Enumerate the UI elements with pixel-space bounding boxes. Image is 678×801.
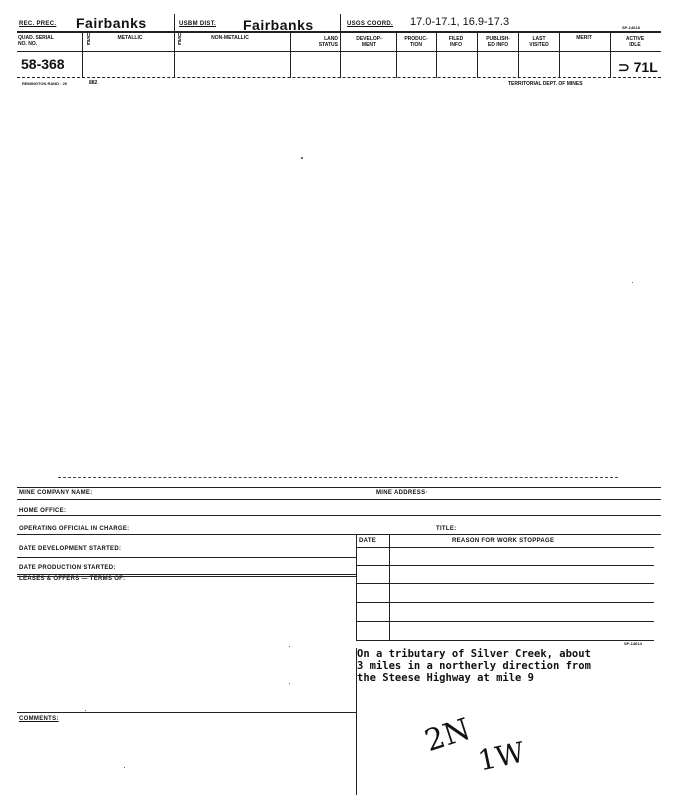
rec-prec-label: REC. PREC. bbox=[19, 21, 57, 27]
rule bbox=[17, 574, 356, 575]
card-top-edge bbox=[58, 477, 618, 478]
table-line bbox=[356, 534, 357, 640]
col-quad-serial: QUAD. SERIAL NO. NO. bbox=[18, 35, 54, 47]
leases-label: LEASES & OFFERS — TERMS OF: bbox=[19, 576, 126, 582]
rule bbox=[356, 602, 654, 603]
mine-company-name-label: MINE COMPANY NAME: bbox=[19, 490, 93, 496]
card-top-rule bbox=[17, 487, 661, 488]
col-line bbox=[559, 32, 560, 78]
header-rule bbox=[17, 31, 661, 33]
usgs-coord-value: 17.0-17.1, 16.9-17.3 bbox=[410, 16, 510, 28]
col-metallic: METALLIC bbox=[117, 35, 143, 41]
divider bbox=[340, 14, 341, 33]
speck bbox=[632, 282, 633, 283]
rule bbox=[17, 515, 661, 516]
footer-left-mark: 882 bbox=[89, 80, 98, 86]
handwritten-township: 2N bbox=[420, 711, 475, 760]
speck bbox=[124, 767, 125, 768]
col-line bbox=[610, 32, 611, 78]
col-line bbox=[518, 32, 519, 78]
rule bbox=[356, 547, 654, 548]
col-nonmetallic: NON-METALLIC bbox=[211, 35, 249, 41]
comments-label: COMMENTS: bbox=[19, 716, 59, 722]
speck bbox=[301, 157, 303, 159]
handwritten-range: 1W bbox=[475, 735, 528, 778]
col-line bbox=[396, 32, 397, 78]
divider bbox=[174, 14, 175, 33]
usgs-coord-label: USGS COORD. bbox=[347, 21, 393, 27]
col-filed-info: FILED INFO bbox=[448, 36, 464, 48]
form-code-bottom: SP-14614 bbox=[624, 641, 642, 646]
operating-official-label: OPERATING OFFICIAL IN CHARGE: bbox=[19, 526, 130, 532]
form-code-top: SP-14618 bbox=[622, 25, 640, 30]
rule bbox=[17, 534, 661, 535]
speck bbox=[289, 683, 290, 684]
rule bbox=[17, 712, 356, 713]
rule bbox=[17, 499, 661, 500]
rec-prec-value: Fairbanks bbox=[76, 15, 147, 31]
header-bottom-rule bbox=[17, 51, 661, 52]
stoppage-date-header: DATE bbox=[359, 538, 377, 544]
stoppage-reason-header: REASON FOR WORK STOPPAGE bbox=[452, 538, 555, 544]
col-land-status: LAND STATUS bbox=[318, 36, 338, 48]
col-active-idle: ACTIVE IDLE bbox=[625, 36, 645, 48]
location-text: On a tributary of Silver Creek, about 3 miles in a northerly direction from the Steese Highway at mile 9 bbox=[357, 648, 591, 684]
speck bbox=[85, 710, 86, 711]
col-line bbox=[477, 32, 478, 78]
col-line bbox=[290, 32, 291, 78]
date-production-label: DATE PRODUCTION STARTED: bbox=[19, 565, 116, 571]
usbm-dist-label: USBM DIST. bbox=[179, 21, 217, 27]
col-use-metallic: U S E bbox=[86, 33, 91, 47]
col-last-visited: LAST VISITED bbox=[529, 36, 549, 48]
col-development: DEVELOP- MENT bbox=[356, 36, 382, 48]
quad-serial-value: 58-368 bbox=[21, 56, 65, 72]
card-edge bbox=[17, 77, 661, 78]
home-office-label: HOME OFFICE: bbox=[19, 508, 67, 514]
rule bbox=[356, 640, 654, 641]
rule bbox=[356, 621, 654, 622]
col-line bbox=[436, 32, 437, 78]
col-line bbox=[174, 32, 175, 78]
rule bbox=[356, 565, 654, 566]
active-idle-value: ⊃ 71L bbox=[618, 59, 658, 75]
col-production: PRODUC- TION bbox=[404, 36, 428, 48]
title-label: TITLE: bbox=[436, 526, 457, 532]
col-published-info: PUBLISH- ED INFO bbox=[486, 36, 510, 48]
rule bbox=[356, 583, 654, 584]
mine-address-label: MINE ADDRESS· bbox=[376, 490, 428, 496]
footer-right: TERRITORIAL DEPT. OF MINES bbox=[508, 81, 583, 87]
col-merit: MERIT bbox=[576, 35, 592, 41]
rule bbox=[17, 576, 356, 577]
col-line bbox=[82, 32, 83, 78]
speck bbox=[289, 646, 290, 647]
date-development-label: DATE DEVELOPMENT STARTED: bbox=[19, 546, 122, 552]
table-line bbox=[389, 534, 390, 640]
rule bbox=[17, 557, 356, 558]
col-use-nonmetallic: U S E bbox=[177, 33, 182, 47]
vertical-divider bbox=[356, 648, 357, 795]
col-line bbox=[340, 32, 341, 78]
usbm-dist-value: Fairbanks bbox=[243, 17, 314, 33]
footer-left: REMINGTON RAND · 20 bbox=[22, 81, 68, 86]
